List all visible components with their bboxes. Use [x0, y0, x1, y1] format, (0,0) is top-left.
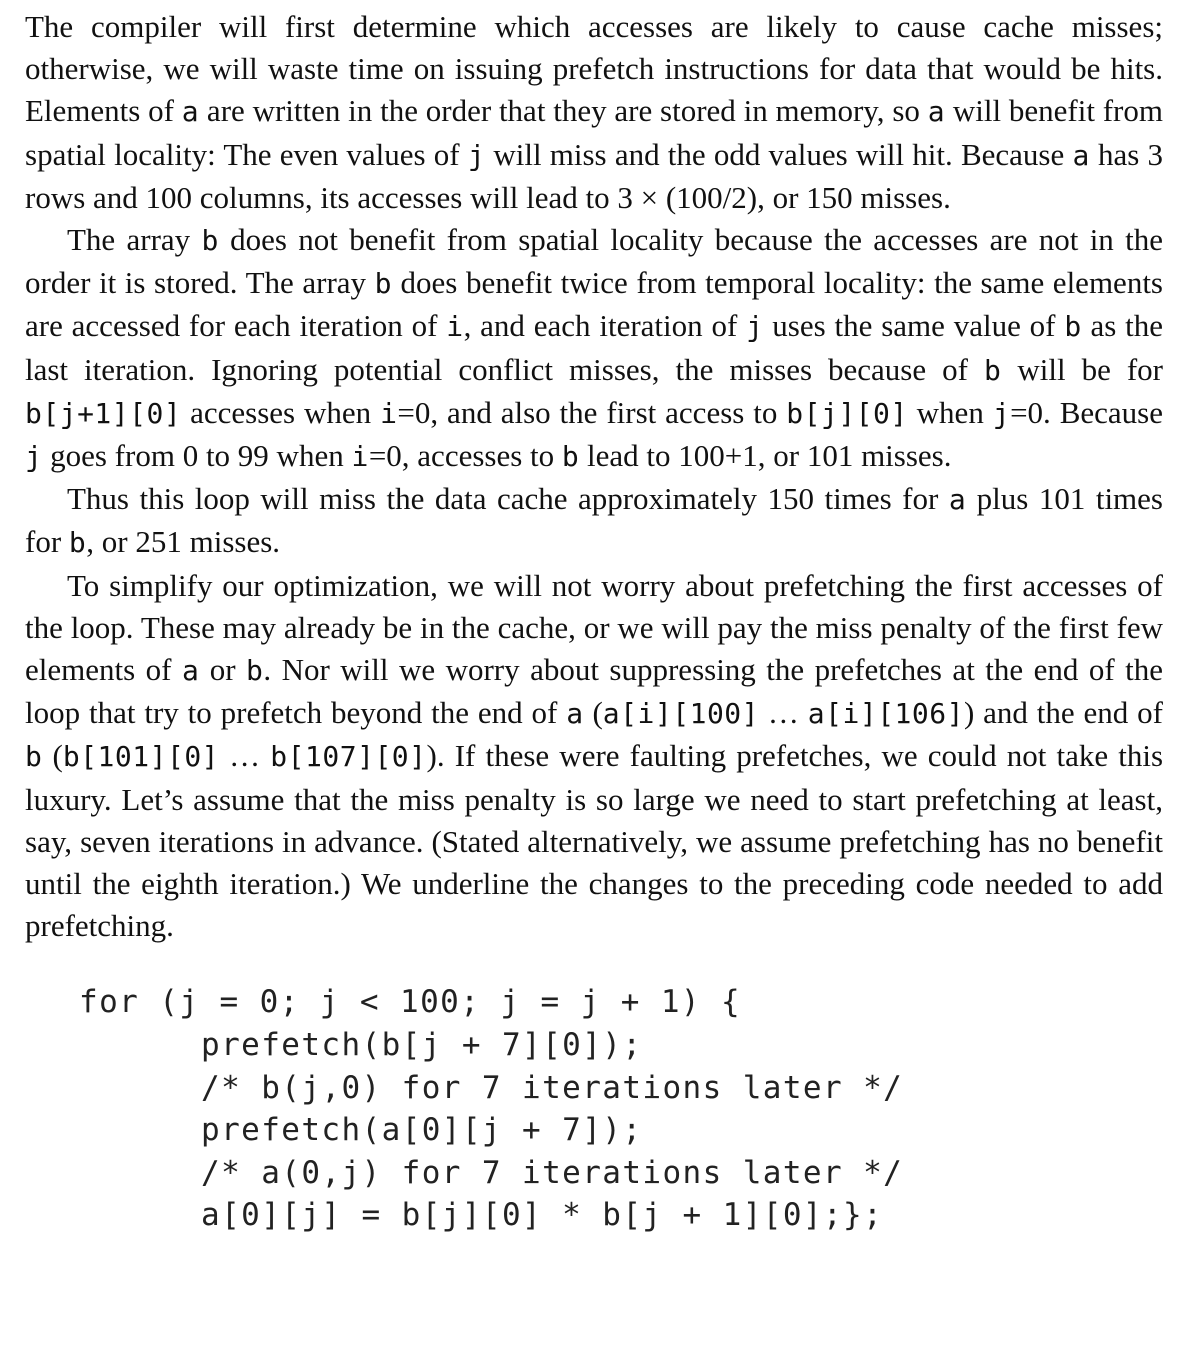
code-line: prefetch(b[j + 7][0]); — [201, 1027, 643, 1064]
inline-code: a — [927, 95, 946, 129]
document-page — [25, 6, 1163, 1237]
code-line: /* b(j,0) for 7 iterations later */ — [201, 1069, 904, 1106]
inline-code: a — [1072, 138, 1090, 172]
text-run: =0. Because — [1010, 394, 1163, 430]
text-run: ). If these were faulting prefetches, we could not take this luxury. Let’s assume that the miss penalty is so large we need to start prefetching at least, say, seven iterations in advance. (Stated alternatively, we assume prefetching has no benefit until the eighth iteration.) We underline the changes to the preceding code needed to add prefetching. — [25, 738, 1164, 944]
text-run: will benefit from spatial locality: The even values of — [25, 93, 1163, 172]
text-run: or — [199, 652, 247, 688]
text-run: are written in the order that they are stored in memory, so — [199, 93, 928, 129]
inline-code: j — [992, 396, 1011, 430]
inline-code: b[101][0] — [62, 740, 220, 774]
inline-code: a — [948, 483, 967, 517]
text-run: … — [219, 738, 271, 774]
text-run: does benefit twice from temporal locality: the same elements are accessed for each iteration of — [25, 265, 1163, 344]
text-run: . Nor will we worry about suppressing the prefetches at the end of the loop that try to prefetch beyond the end of — [25, 652, 1163, 731]
text-run: ( — [42, 738, 63, 774]
inline-code: i — [380, 396, 398, 430]
inline-code: b[j+1][0] — [25, 396, 182, 430]
inline-code: b — [1064, 310, 1082, 344]
text-run: … — [759, 695, 808, 731]
paragraph — [25, 565, 1163, 948]
inline-code: b — [983, 353, 1002, 387]
text-run: as the last iteration. Ignoring potential conflict misses, the misses because of — [25, 308, 1164, 387]
text-run: when — [907, 394, 993, 430]
text-run: will be for — [1001, 351, 1163, 387]
text-run: goes from 0 to 99 when — [42, 438, 352, 474]
code-line: /* a(0,j) for 7 iterations later */ — [201, 1154, 904, 1191]
paragraph — [25, 478, 1163, 564]
paragraph — [25, 6, 1163, 219]
inline-code: b[j][0] — [786, 396, 908, 430]
text-run: , and each iteration of — [463, 308, 747, 344]
inline-code: j — [746, 310, 764, 344]
code-listing — [25, 981, 1163, 1237]
code-line: for (j = 0; j < 100; j = j + 1) { — [79, 984, 742, 1021]
inline-code: b — [246, 654, 264, 688]
text-run: To simplify our optimization, we will not worry about prefetching the first accesses of the loop. These may already be in the cache, or we will pay the miss penalty of the first few elements of — [25, 567, 1163, 688]
text-run: ) and the end of — [963, 695, 1164, 731]
paragraph — [25, 219, 1163, 478]
inline-code: b — [201, 224, 219, 258]
inline-code: j — [25, 440, 43, 474]
inline-code: a — [181, 654, 200, 688]
text-run: , or 251 misses. — [86, 524, 281, 560]
text-run: has 3 rows and 100 columns, its accesses will lead to 3 × (100/2), or 150 misses. — [25, 136, 1163, 215]
text-run: plus 101 times for — [25, 481, 1163, 560]
inline-code: b — [68, 526, 87, 560]
text-run: accesses when — [181, 394, 381, 430]
text-run: Thus this loop will miss the data cache approximately 150 times for — [67, 481, 949, 517]
text-run: =0, and also the first access to — [397, 394, 787, 430]
inline-code: b[107][0] — [270, 740, 427, 774]
inline-code: a[i][100] — [602, 697, 760, 731]
text-run: will miss and the odd values will hit. Because — [485, 136, 1073, 172]
text-run: uses the same value of — [763, 308, 1065, 344]
text-run: =0, accesses to — [368, 438, 562, 474]
text-run: lead to 100+1, or 101 misses. — [579, 438, 952, 474]
inline-code: a — [181, 95, 200, 129]
inline-code: b — [561, 440, 580, 474]
body-text — [25, 6, 1163, 947]
code-line: prefetch(a[0][j + 7]); — [201, 1112, 643, 1149]
text-run: ( — [583, 695, 603, 731]
text-run: The compiler will first determine which accesses are likely to cause cache misses; otherwise, we will waste time on issuing prefetch instructions for data that would be hits. Elements of — [25, 9, 1163, 129]
inline-code: b — [374, 267, 392, 301]
inline-code: i — [351, 440, 369, 474]
text-run: The array — [67, 222, 202, 258]
code-line: a[0][j] = b[j][0] * b[j + 1][0];}; — [201, 1197, 884, 1234]
inline-code: j — [467, 138, 486, 172]
inline-code: a — [566, 697, 584, 731]
text-run: does not benefit from spatial locality because the accesses are not in the order it is stored. The array — [25, 222, 1163, 301]
inline-code: i — [446, 310, 464, 344]
inline-code: a[i][106] — [807, 697, 964, 731]
inline-code: b — [25, 740, 43, 774]
